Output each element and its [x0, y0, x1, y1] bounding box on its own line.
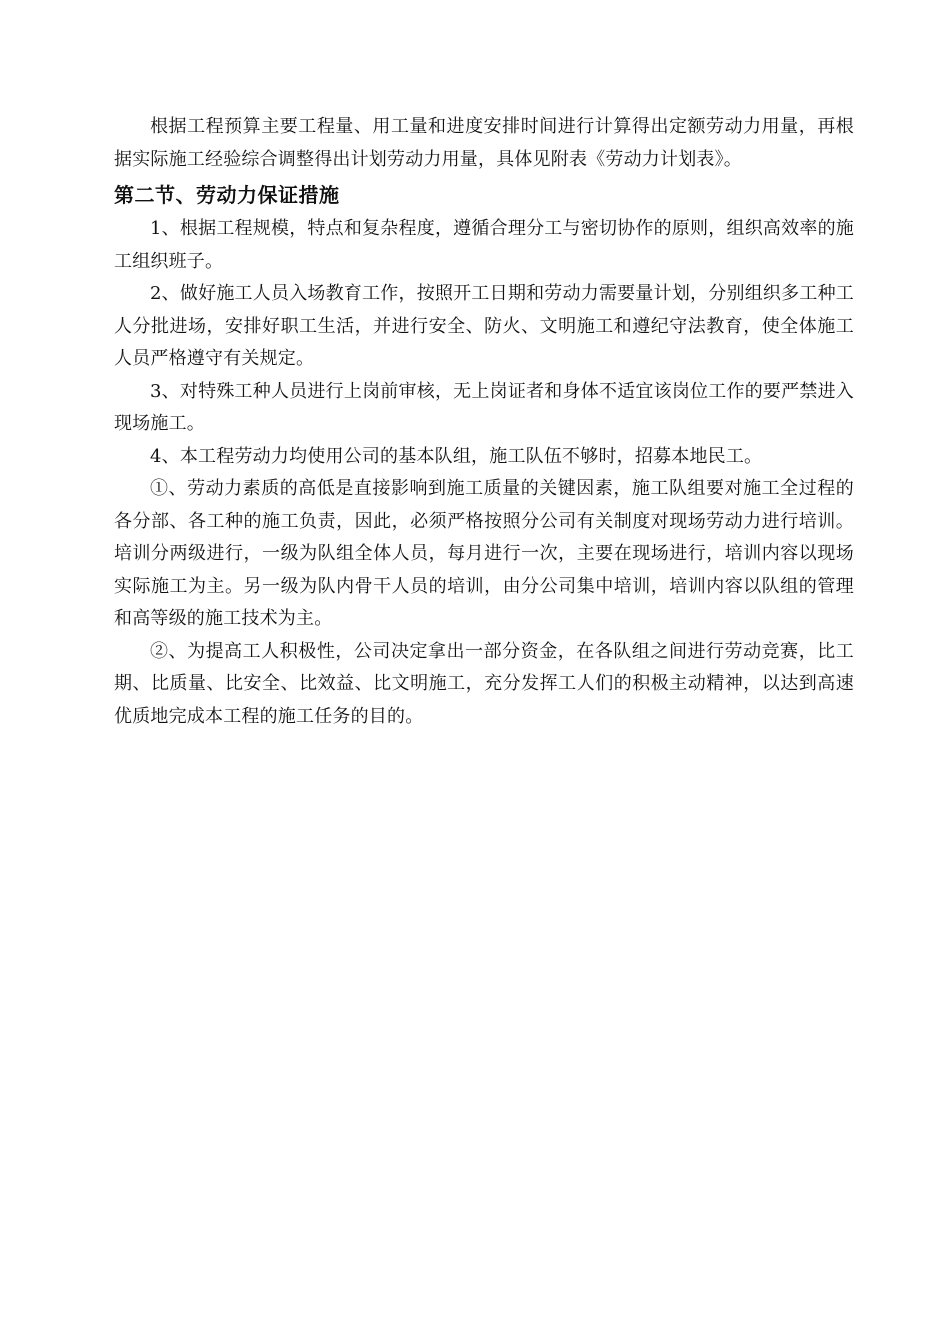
- section-heading: 第二节、劳动力保证措施: [114, 183, 340, 207]
- intro-paragraph: 根据工程预算主要工程量、用工量和进度安排时间进行计算得出定额劳动力用量，再根据实际施工经验综合调整得出计划劳动力用量，具体见附表《劳动力计划表》。: [114, 116, 854, 170]
- paragraph-2: 2、做好施工人员入场教育工作，按照开工日期和劳动力需要量计划，分别组织多工种工人分批进场，安排好职工生活，并进行安全、防火、文明施工和遵纪守法教育，使全体施工人员严格遵守有关规定。: [114, 283, 854, 369]
- document-page: [114, 111, 854, 733]
- paragraph-circled-1: ①、劳动力素质的高低是直接影响到施工质量的关键因素，施工队组要对施工全过程的各分部、各工种的施工负责，因此，必须严格按照分公司有关制度对现场劳动力进行培训。培训分两级进行，一级为队组全体人员，每月进行一次，主要在现场进行，培训内容以现场实际施工为主。另一级为队内骨干人员的培训，由分公司集中培训，培训内容以队组的管理和高等级的施工技术为主。: [114, 478, 854, 629]
- paragraph-1: 1、根据工程规模，特点和复杂程度，遵循合理分工与密切协作的原则，组织高效率的施工组织班子。: [114, 218, 854, 272]
- paragraph-3: 3、对特殊工种人员进行上岗前审核，无上岗证者和身体不适宜该岗位工作的要严禁进入现场施工。: [114, 380, 854, 434]
- paragraph-circled-2: ②、为提高工人积极性，公司决定拿出一部分资金，在各队组之间进行劳动竞赛，比工期、比质量、比安全、比效益、比文明施工，充分发挥工人们的积极主动精神，以达到高速优质地完成本工程的施工任务的目的。: [114, 640, 854, 727]
- paragraph-4: 4、本工程劳动力均使用公司的基本队组，施工队伍不够时，招募本地民工。: [150, 445, 763, 467]
